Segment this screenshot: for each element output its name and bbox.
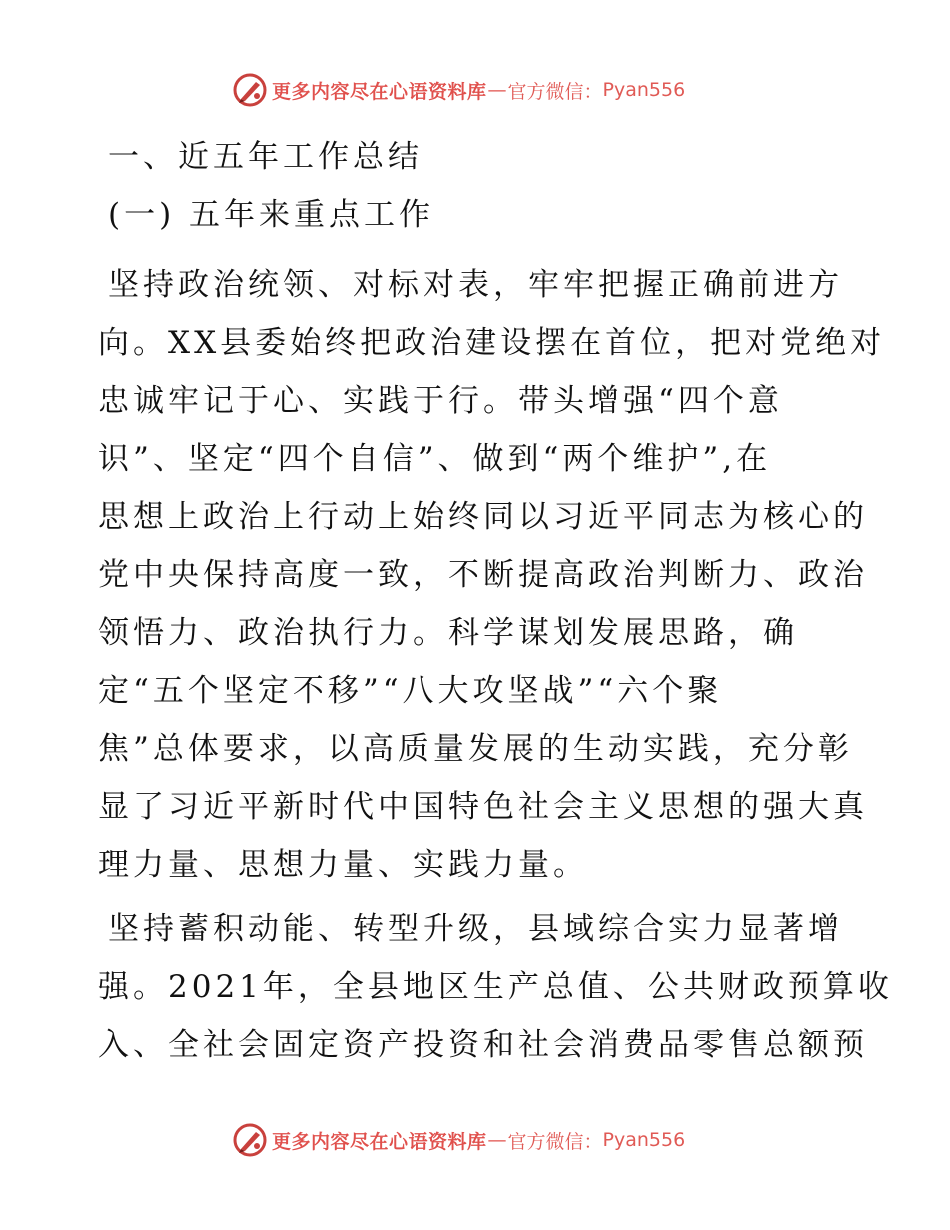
paragraph-line: 向。XX县委始终把政治建设摆在首位，把对党绝对 bbox=[98, 325, 886, 361]
paragraph-line: 忠诚牢记于心、实践于行。带头增强“四个意 bbox=[98, 383, 783, 419]
paragraph-line: 党中央保持高度一致，不断提高政治判断力、政治 bbox=[98, 557, 868, 593]
pen-logo-icon bbox=[232, 72, 268, 108]
watermark-footer bbox=[232, 1120, 712, 1160]
paragraph-political bbox=[98, 256, 886, 894]
watermark-brand: 更多内容尽在心语资料库 bbox=[272, 80, 487, 103]
paragraph-line: 定“五个坚定不移”“八大攻坚战”“六个聚 bbox=[98, 673, 723, 709]
watermark-handle: Pyan556 bbox=[602, 79, 686, 101]
watermark-wechat-label: 官方微信： bbox=[507, 80, 603, 103]
paragraph-line: 显了习近平新时代中国特色社会主义思想的强大真 bbox=[98, 789, 868, 825]
watermark-brand: 更多内容尽在心语资料库 bbox=[272, 1130, 487, 1153]
paragraph-line: 识”、坚定“四个自信”、做到“两个维护”,在 bbox=[98, 441, 772, 477]
watermark-wechat-label: 官方微信： bbox=[507, 1130, 603, 1153]
paragraph-economy bbox=[98, 900, 893, 1074]
watermark-header bbox=[232, 70, 712, 110]
document-body bbox=[98, 118, 893, 1074]
watermark-separator: — bbox=[487, 1129, 507, 1151]
paragraph-line: 强。2021年，全县地区生产总值、公共财政预算收 bbox=[98, 969, 893, 1005]
paragraph-line: 思想上政治上行动上始终同以习近平同志为核心的 bbox=[98, 499, 868, 535]
paragraph-line: 理力量、思想力量、实践力量。 bbox=[98, 847, 588, 883]
paragraph-line: 入、全社会固定资产投资和社会消费品零售总额预 bbox=[98, 1027, 868, 1063]
section-heading: 一、近五年工作总结 bbox=[108, 139, 423, 175]
paragraph-line: 坚持蓄积动能、转型升级，县域综合实力显著增 bbox=[108, 911, 843, 947]
paragraph-line: 焦”总体要求，以高质量发展的生动实践，充分彰 bbox=[98, 731, 853, 767]
paragraph-line: 领悟力、政治执行力。科学谋划发展思路，确 bbox=[98, 615, 798, 651]
subsection-heading: (一) 五年来重点工作 bbox=[108, 197, 435, 233]
watermark-separator: — bbox=[487, 79, 507, 101]
watermark-handle: Pyan556 bbox=[602, 1129, 686, 1151]
pen-logo-icon bbox=[232, 1122, 268, 1158]
paragraph-line: 坚持政治统领、对标对表，牢牢把握正确前进方 bbox=[108, 267, 843, 303]
